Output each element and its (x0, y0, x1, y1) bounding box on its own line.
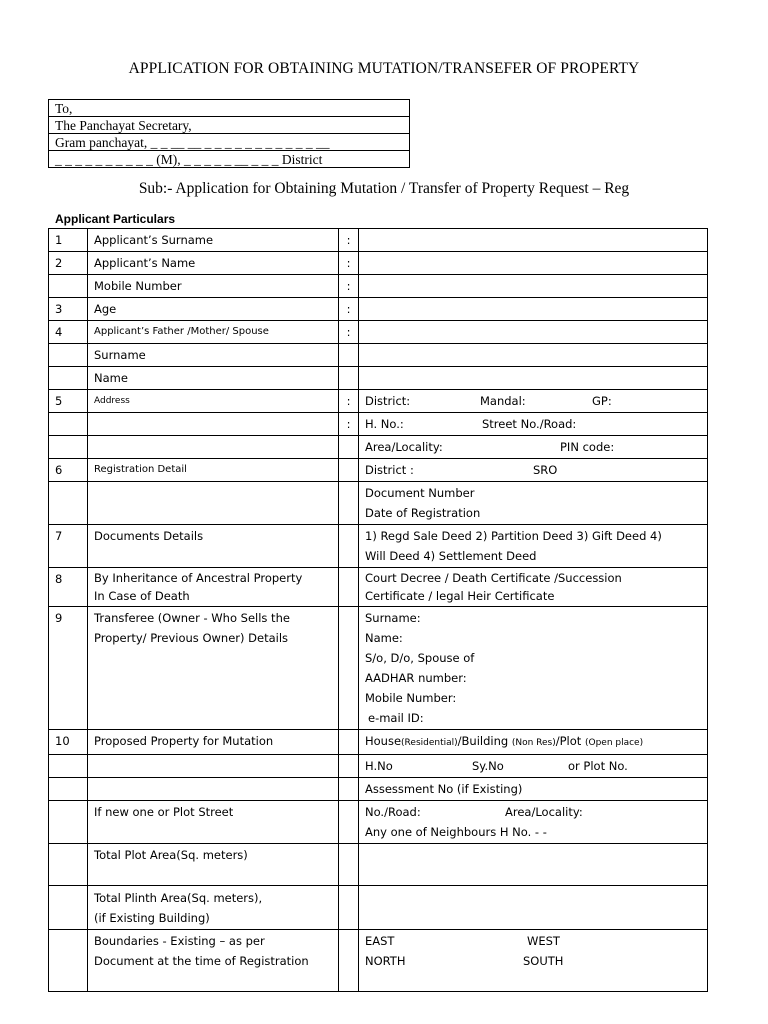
east-label: EAST (365, 934, 395, 948)
colon (339, 801, 359, 844)
colon (339, 344, 359, 367)
colon (339, 730, 359, 755)
area-locality-label: Area/Locality: (365, 440, 443, 454)
colon (339, 525, 359, 568)
address-line: To, (49, 100, 410, 117)
row-number (49, 755, 88, 778)
value-field[interactable] (359, 459, 708, 482)
row-number (49, 844, 88, 886)
value-field[interactable] (359, 390, 708, 413)
colon (339, 886, 359, 930)
row-label (88, 413, 339, 436)
table-row (49, 252, 708, 275)
value-field[interactable] (359, 344, 708, 367)
table-row (49, 229, 708, 252)
colon (339, 607, 359, 730)
locality-label: Area/Locality: (505, 805, 583, 819)
colon: : (339, 229, 359, 252)
value-field[interactable] (359, 568, 708, 607)
row-number: 1 (49, 229, 88, 252)
row-number: 5 (49, 390, 88, 413)
applicant-particulars-table (48, 228, 708, 992)
table-row (49, 930, 708, 992)
row-number: 2 (49, 252, 88, 275)
row-label: Address (88, 390, 339, 413)
label-line: Boundaries - Existing – as per (94, 934, 265, 948)
row-label: Applicant’s Surname (88, 229, 339, 252)
neighbours-label: Any one of Neighbours H No. - - (365, 825, 547, 839)
table-row (49, 801, 708, 844)
table-row (49, 298, 708, 321)
row-number (49, 413, 88, 436)
row-label (88, 607, 339, 730)
no-road-label: No./Road: (365, 805, 421, 819)
row-number: 9 (49, 607, 88, 730)
value-field[interactable] (359, 525, 708, 568)
property-type-note: (Open place) (584, 738, 644, 748)
row-label: Total Plot Area(Sq. meters) (88, 844, 339, 886)
label-line: By Inheritance of Ancestral Property (94, 571, 303, 585)
row-number: 3 (49, 298, 88, 321)
colon: : (339, 321, 359, 344)
transferee-mobile-label: Mobile Number: (365, 691, 457, 705)
row-number: 4 (49, 321, 88, 344)
syno-label: Sy.No (472, 759, 504, 773)
colon: : (339, 275, 359, 298)
row-label: Registration Detail (88, 459, 339, 482)
page-title: APPLICATION FOR OBTAINING MUTATION/TRANSEFER OF PROPERTY (128, 60, 640, 77)
label-line: (if Existing Building) (94, 911, 210, 925)
property-type-plot: /Plot (555, 734, 585, 748)
sro-label: SRO (533, 463, 558, 477)
row-number: 6 (49, 459, 88, 482)
document-options: Will Deed 4) Settlement Deed (365, 549, 537, 563)
table-row (49, 413, 708, 436)
row-label (88, 568, 339, 607)
plot-no-label: or Plot No. (568, 759, 628, 773)
property-type-building: /Building (457, 734, 512, 748)
row-label: Proposed Property for Mutation (88, 730, 339, 755)
property-type-note: (Non Res) (511, 738, 556, 748)
table-row (49, 390, 708, 413)
table-row (49, 344, 708, 367)
row-label (88, 482, 339, 525)
value-field[interactable] (359, 298, 708, 321)
row-number (49, 275, 88, 298)
value-field[interactable] (359, 801, 708, 844)
row-label (88, 886, 339, 930)
row-label: Mobile Number (88, 275, 339, 298)
label-line: In Case of Death (94, 589, 190, 603)
value-field[interactable] (359, 844, 708, 886)
value-field[interactable] (359, 229, 708, 252)
colon (339, 755, 359, 778)
row-number (49, 886, 88, 930)
table-row (49, 459, 708, 482)
row-number (49, 482, 88, 525)
house-no-label: H. No.: (365, 417, 404, 431)
property-type-note: (Residential) (401, 738, 458, 748)
table-row (49, 482, 708, 525)
row-number (49, 367, 88, 390)
colon: : (339, 252, 359, 275)
colon: : (339, 298, 359, 321)
row-label: Name (88, 367, 339, 390)
colon: : (339, 390, 359, 413)
section-title: Applicant Particulars (55, 212, 176, 226)
table-row (49, 778, 708, 801)
row-label (88, 930, 339, 992)
table-row (49, 525, 708, 568)
colon (339, 844, 359, 886)
table-row (49, 568, 708, 607)
inheritance-docs: Certificate / legal Heir Certificate (365, 589, 555, 603)
value-field[interactable] (359, 436, 708, 459)
label-line: Transferee (Owner - Who Sells the (94, 611, 290, 625)
table-row (49, 730, 708, 755)
address-line: Gram panchayat, _ _ __ __ _ _ _ _ _ _ _ _ _ _ _ __ (49, 134, 410, 151)
transferee-surname-label: Surname: (365, 611, 421, 625)
row-number (49, 344, 88, 367)
colon (339, 568, 359, 607)
value-field[interactable] (359, 755, 708, 778)
row-number (49, 778, 88, 801)
hno-label: H.No (365, 759, 393, 773)
north-label: NORTH (365, 954, 406, 968)
table-row (49, 607, 708, 730)
row-label (88, 436, 339, 459)
row-number (49, 801, 88, 844)
value-field[interactable] (359, 275, 708, 298)
row-label: Surname (88, 344, 339, 367)
row-label: Applicant’s Father /Mother/ Spouse (88, 321, 339, 344)
label-line: Property/ Previous Owner) Details (94, 631, 289, 645)
colon (339, 930, 359, 992)
colon: : (339, 413, 359, 436)
pin-code-label: PIN code: (560, 440, 615, 454)
table-row (49, 321, 708, 344)
row-number (49, 930, 88, 992)
value-field[interactable] (359, 367, 708, 390)
west-label: WEST (527, 934, 560, 948)
value-field[interactable] (359, 886, 708, 930)
transferee-aadhar-label: AADHAR number: (365, 671, 467, 685)
value-field[interactable] (359, 930, 708, 992)
property-type-house: House (365, 734, 402, 748)
row-number: 10 (49, 730, 88, 755)
value-field[interactable] (359, 482, 708, 525)
colon (339, 459, 359, 482)
address-line: The Panchayat Secretary, (49, 117, 410, 134)
row-label (88, 755, 339, 778)
table-row (49, 367, 708, 390)
colon (339, 367, 359, 390)
row-label (88, 778, 339, 801)
address-line: _ _ _ _ _ _ _ _ _ _ (M), _ _ _ _ _ __ _ _ _ District (49, 151, 410, 168)
address-block (48, 99, 410, 168)
label-line: Document at the time of Registration (94, 954, 309, 968)
table-row (49, 275, 708, 298)
table-row (49, 844, 708, 886)
value-field[interactable] (359, 730, 708, 755)
street-label: Street No./Road: (482, 417, 577, 431)
transferee-relation-label: S/o, D/o, Spouse of (365, 651, 475, 665)
inheritance-docs: Court Decree / Death Certificate /Succession (365, 571, 622, 585)
value-field[interactable] (359, 252, 708, 275)
table-row (49, 436, 708, 459)
document-options: 1) Regd Sale Deed 2) Partition Deed 3) Gift Deed 4) (365, 529, 662, 543)
value-field[interactable] (359, 321, 708, 344)
subject-line: Sub:- Application for Obtaining Mutation / Transfer of Property Request – Reg (138, 180, 630, 197)
row-label: Applicant’s Name (88, 252, 339, 275)
row-number: 7 (49, 525, 88, 568)
date-of-registration-label: Date of Registration (365, 506, 481, 520)
reg-district-label: District : (365, 463, 414, 477)
row-number: 8 (49, 568, 88, 607)
mandal-label: Mandal: (480, 394, 526, 408)
transferee-email-label: e-mail ID: (368, 711, 424, 725)
row-label: Age (88, 298, 339, 321)
district-label: District: (365, 394, 411, 408)
row-number (49, 436, 88, 459)
south-label: SOUTH (523, 954, 564, 968)
table-row (49, 886, 708, 930)
value-field[interactable] (359, 413, 708, 436)
colon (339, 436, 359, 459)
colon (339, 778, 359, 801)
colon (339, 482, 359, 525)
transferee-name-label: Name: (365, 631, 403, 645)
label-line: Total Plinth Area(Sq. meters), (94, 891, 263, 905)
value-field[interactable] (359, 607, 708, 730)
row-label: If new one or Plot Street (88, 801, 339, 844)
row-label: Documents Details (88, 525, 339, 568)
value-field[interactable]: Assessment No (if Existing) (359, 778, 708, 801)
document-number-label: Document Number (365, 486, 475, 500)
gp-label: GP: (592, 394, 612, 408)
table-row (49, 755, 708, 778)
